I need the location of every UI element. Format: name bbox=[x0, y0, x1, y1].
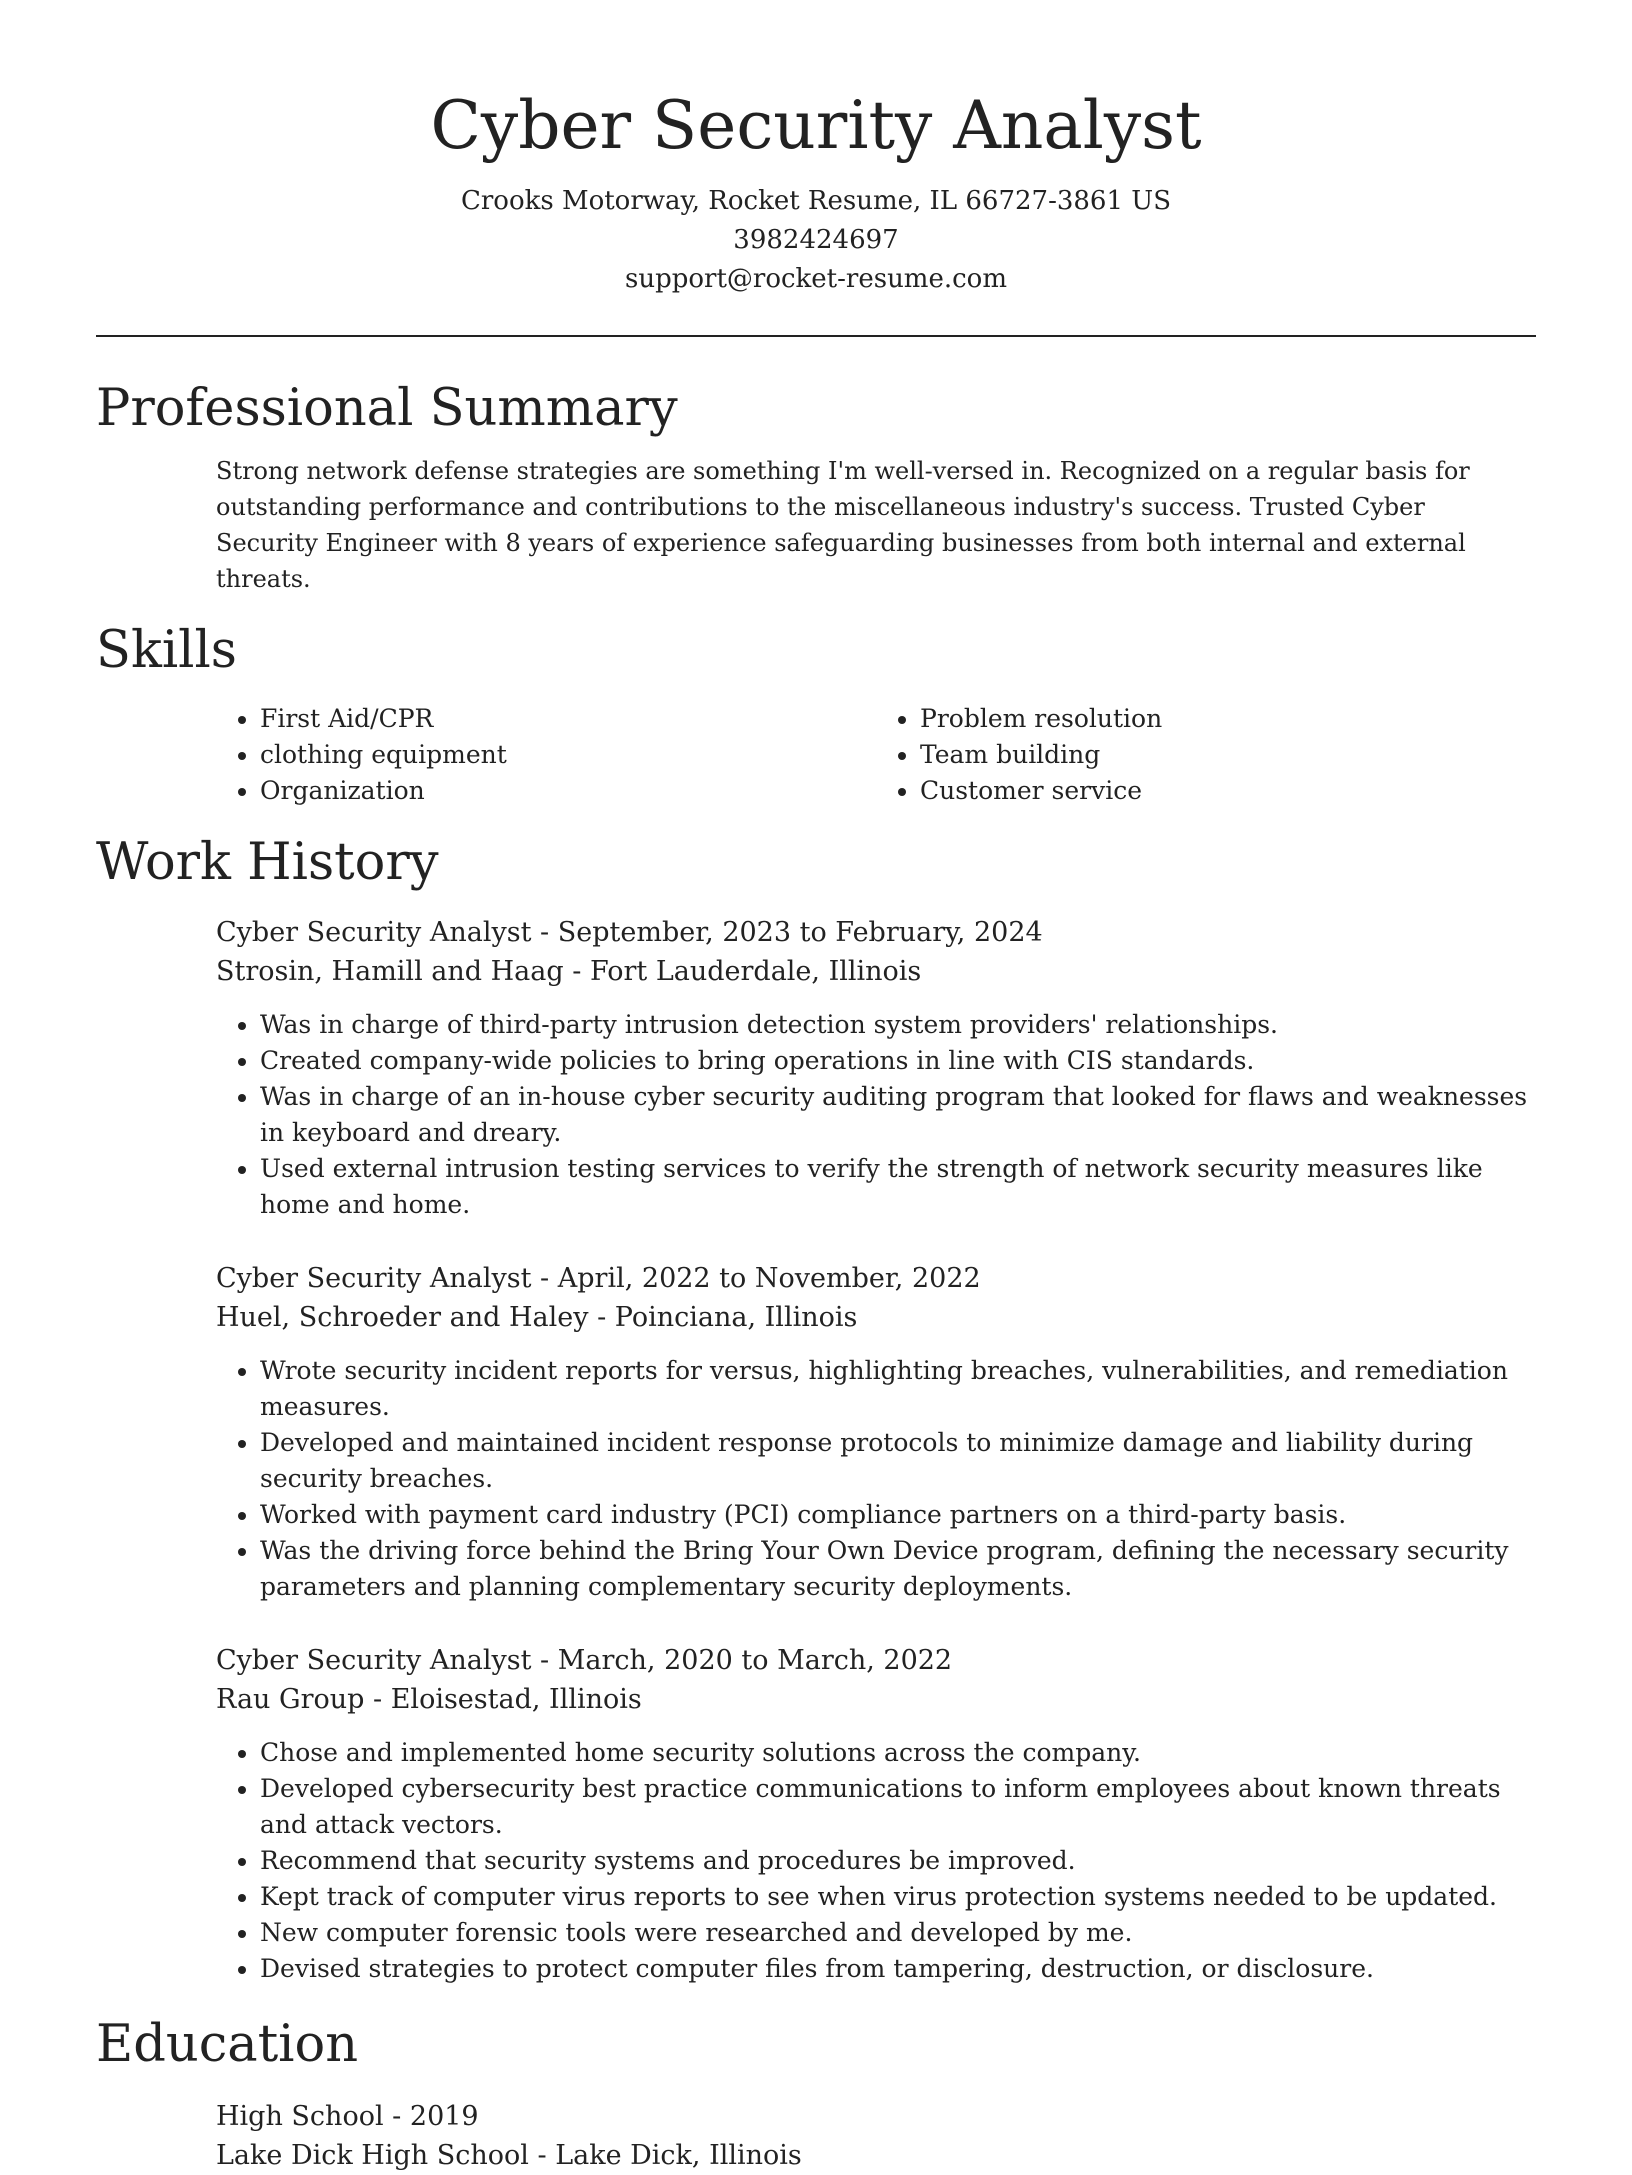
job-dates: April, 2022 to November, 2022 bbox=[557, 1263, 981, 1294]
skills-section bbox=[96, 619, 1536, 809]
job-company: Huel, Schroeder and Haley bbox=[216, 1302, 589, 1333]
job-location: Fort Lauderdale, Illinois bbox=[589, 956, 922, 987]
education-year: 2019 bbox=[409, 2101, 479, 2132]
job-company-line: Rau Group - Eloisestad, Illinois bbox=[216, 1684, 642, 1715]
summary-text: Strong network defense strategies are something I'm well-versed in. Recognized on a regular basis for outstanding performance and contributions to the miscellaneous industry's success. Trusted Cyber Security Engineer with 8 years of experience safeguarding businesses from both internal and external threats. bbox=[216, 457, 1470, 593]
job-bullet: • Developed and maintained incident response protocols to minimize damage and liability during security breaches. bbox=[260, 1425, 1536, 1497]
job-bullet: • Devised strategies to protect computer files from tampering, destruction, or disclosure. bbox=[260, 1951, 1536, 1987]
skill-item: • clothing equipment bbox=[260, 737, 876, 773]
job-bullet: • Worked with payment card industry (PCI) compliance partners on a third-party basis. bbox=[260, 1497, 1536, 1533]
work-history-section bbox=[96, 831, 1536, 1987]
job-title-line: Cyber Security Analyst - March, 2020 to March, 2022 bbox=[216, 1645, 953, 1676]
job-company-line: Strosin, Hamill and Haag - Fort Lauderdale, Illinois bbox=[216, 956, 922, 987]
email: support@rocket-resume.com bbox=[624, 264, 1007, 294]
job-bullet: • New computer forensic tools were researched and developed by me. bbox=[260, 1915, 1536, 1951]
education-school-line: Lake Dick High School - Lake Dick, Illinois bbox=[216, 2140, 802, 2171]
education-heading: Education bbox=[96, 2015, 359, 2074]
education-degree-line: High School - 2019 bbox=[216, 2101, 479, 2132]
skills-list-right bbox=[876, 701, 1536, 809]
skill-item: • Customer service bbox=[920, 773, 1536, 809]
job-bullet: • Wrote security incident reports for versus, highlighting breaches, vulnerabilities, and remediation measures. bbox=[260, 1353, 1536, 1425]
job-title-line: Cyber Security Analyst - April, 2022 to November, 2022 bbox=[216, 1263, 981, 1294]
education-degree: High School bbox=[216, 2101, 384, 2132]
summary-section bbox=[96, 377, 1536, 597]
address: Crooks Motorway, Rocket Resume, IL 66727-3861 US bbox=[460, 186, 1172, 216]
job-company: Rau Group bbox=[216, 1684, 365, 1715]
job-bullet: • Was the driving force behind the Bring Your Own Device program, defining the necessary security parameters and planning complementary security deployments. bbox=[260, 1533, 1536, 1605]
education-entry bbox=[216, 2097, 1536, 2175]
job-bullet: • Recommend that security systems and procedures be improved. bbox=[260, 1843, 1536, 1879]
skills-columns bbox=[216, 701, 1536, 809]
job-role: Cyber Security Analyst bbox=[216, 917, 532, 948]
phone: 3982424697 bbox=[733, 225, 899, 255]
contact-block bbox=[0, 182, 1632, 299]
job-role: Cyber Security Analyst bbox=[216, 1645, 532, 1676]
skill-item: • Problem resolution bbox=[920, 701, 1536, 737]
job-bullet: • Was in charge of third-party intrusion detection system providers' relationships. bbox=[260, 1007, 1536, 1043]
job-company: Strosin, Hamill and Haag bbox=[216, 956, 564, 987]
job-bullet: • Created company-wide policies to bring operations in line with CIS standards. bbox=[260, 1043, 1536, 1079]
job-role: Cyber Security Analyst bbox=[216, 1263, 532, 1294]
job-location: Eloisestad, Illinois bbox=[390, 1684, 642, 1715]
job-entry bbox=[216, 1641, 1536, 1987]
education-section bbox=[96, 2013, 1536, 2175]
job-location: Poinciana, Illinois bbox=[614, 1302, 858, 1333]
job-bullet: • Developed cybersecurity best practice communications to inform employees about known threats and attack vectors. bbox=[260, 1771, 1536, 1843]
job-entry bbox=[216, 913, 1536, 1223]
resume-title: Cyber Security Analyst bbox=[430, 87, 1202, 164]
education-location: Lake Dick, Illinois bbox=[555, 2140, 802, 2171]
job-dates: September, 2023 to February, 2024 bbox=[557, 917, 1043, 948]
job-company-line: Huel, Schroeder and Haley - Poinciana, Illinois bbox=[216, 1302, 858, 1333]
job-bullet: • Chose and implemented home security solutions across the company. bbox=[260, 1735, 1536, 1771]
education-school: Lake Dick High School bbox=[216, 2140, 529, 2171]
job-bullets bbox=[216, 1353, 1536, 1605]
job-bullet: • Was in charge of an in-house cyber security auditing program that looked for flaws and weaknesses in keyboard and dreary. bbox=[260, 1079, 1536, 1151]
skills-heading: Skills bbox=[96, 621, 237, 680]
work-history-heading: Work History bbox=[96, 833, 439, 892]
job-title-line: Cyber Security Analyst - September, 2023 to February, 2024 bbox=[216, 917, 1043, 948]
job-bullets bbox=[216, 1735, 1536, 1987]
job-entry bbox=[216, 1259, 1536, 1605]
job-bullet: • Kept track of computer virus reports to see when virus protection systems needed to be updated. bbox=[260, 1879, 1536, 1915]
job-bullet: • Used external intrusion testing services to verify the strength of network security measures like home and home. bbox=[260, 1151, 1536, 1223]
skill-item: • First Aid/CPR bbox=[260, 701, 876, 737]
skills-list-left bbox=[216, 701, 876, 809]
job-bullets bbox=[216, 1007, 1536, 1223]
header-divider bbox=[96, 335, 1536, 337]
summary-heading: Professional Summary bbox=[96, 379, 678, 438]
skill-item: • Organization bbox=[260, 773, 876, 809]
job-dates: March, 2020 to March, 2022 bbox=[557, 1645, 953, 1676]
skill-item: • Team building bbox=[920, 737, 1536, 773]
resume-header bbox=[0, 0, 1632, 299]
